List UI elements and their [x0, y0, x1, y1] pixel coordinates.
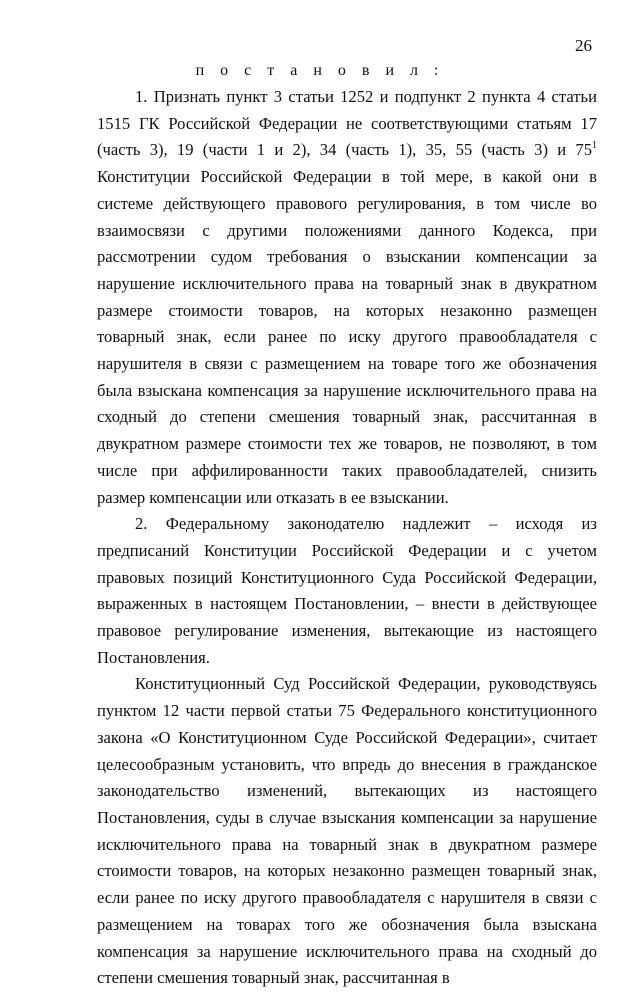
- footnote-superscript: 1: [592, 140, 597, 152]
- paragraph-2: 2. Федеральному законодателю надлежит – исходя из предписаний Конституции Российской Федерации и с учетом правовых позиций Конституционного Суда Российской Федерации, выраженных в настоящем Постановлении, – внести в действующее правовое регулирование изменения, вытекающие из настоящего Постановления.: [97, 514, 597, 667]
- page-number: 26: [575, 36, 592, 55]
- paragraph-1-text-start: 1. Признать пункт 3 статьи 1252 и подпункт 2 пункта 4 статьи 1515 ГК Российской Федерации не соответствующими статьям 17 (часть 3), 19 (части 1 и 2), 34 (часть 1), 35, 55 (часть 3) и 75: [97, 87, 597, 160]
- paragraph-1: [97, 84, 597, 511]
- paragraph-3: Конституционный Суд Российской Федерации, руководствуясь пунктом 12 части первой статьи 75 Федерального конституционного закона «О Конституционном Суде Российской Федерации», считает целесообразным установить, что впредь до внесения в гражданское законодательство изменений, вытекающих из настоящего Постановления, суды в случае взыскания компенсации за нарушение исключительного права на товарный знак в двукратном размере стоимости товаров, на которых незаконно размещен товарный знак, если ранее по иску другого правообладателя с нарушителя в связи с размещением на товарах того же обозначения была взыскана компенсация за нарушение исключительного права на сходный до степени смешения товарный знак, рассчитанная в: [97, 674, 597, 988]
- paragraph-1-text-end: Конституции Российской Федерации в той мере, в какой они в системе действующего правового регулирования, в том числе во взаимосвязи с другими положениями данного Кодекса, при рассмотрении судом требования о взыскании компенсации за нарушение исключительного права на товарный знак в двукратном размере стоимости товаров, на которых незаконно размещен товарный знак, если ранее по иску другого правообладателя с нарушителя в связи с размещением на товаре того же обозначения была взыскана компенсация за нарушение исключительного права на сходный до степени смешения товарный знак, рассчитанная в двукратном размере стоимости тех же товаров, не позволяют, в том числе при аффилированности таких правообладателей, снизить размер компенсации или отказать в ее взыскании.: [97, 167, 597, 507]
- document-body: [97, 84, 597, 992]
- decision-heading: п о с т а н о в и л :: [195, 62, 445, 79]
